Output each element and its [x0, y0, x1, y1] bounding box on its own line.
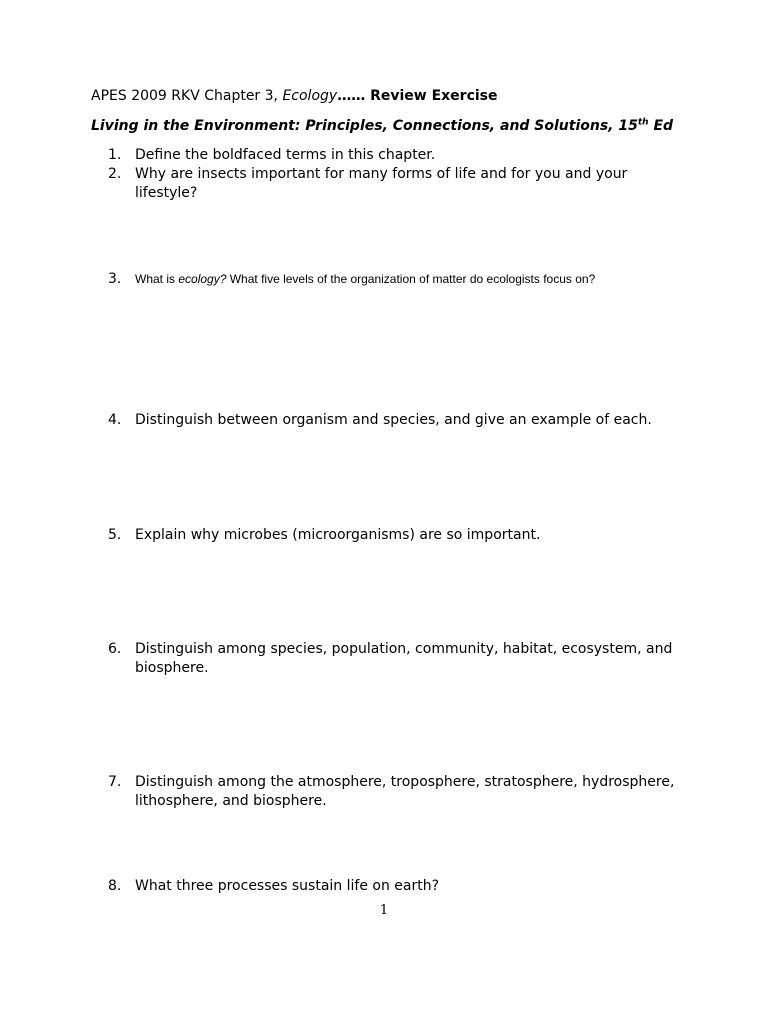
question-number: 2. — [108, 166, 122, 182]
question-6 — [108, 640, 688, 678]
question-8 — [108, 877, 688, 896]
question-number: 1. — [108, 147, 122, 163]
question-number: 5. — [108, 527, 122, 543]
question-4 — [108, 411, 688, 430]
subtitle-superscript: th — [637, 117, 649, 128]
document-subtitle — [91, 118, 673, 134]
question-text-a: What is — [135, 272, 179, 286]
subtitle-end: Ed — [648, 118, 674, 134]
question-text — [135, 270, 688, 289]
page-number: 1 — [379, 903, 389, 918]
question-text: Distinguish among species, population, community, habitat, ecosystem, and biosphere. — [135, 641, 673, 676]
question-text-italic: ecology? — [178, 272, 227, 286]
question-text-b: What five levels of the organization of matter do ecologists focus on? — [226, 272, 596, 286]
question-text: Explain why microbes (microorganisms) are so important. — [135, 527, 541, 543]
question-number: 6. — [108, 641, 122, 657]
title-prefix: APES 2009 RKV Chapter 3, — [91, 88, 283, 104]
question-number: 3. — [108, 271, 122, 287]
question-text: What three processes sustain life on earth? — [135, 878, 440, 894]
question-text: Distinguish among the atmosphere, troposphere, stratosphere, hydrosphere, lithosphere, and biosphere. — [135, 774, 675, 809]
subtitle-main: Living in the Environment: Principles, Connections, and Solutions, 15 — [91, 118, 638, 134]
question-number: 4. — [108, 412, 122, 428]
question-number: 8. — [108, 878, 122, 894]
question-5 — [108, 526, 688, 545]
title-bold: …… Review Exercise — [337, 88, 498, 104]
question-1 — [108, 146, 688, 165]
question-text: Why are insects important for many forms of life and for you and your lifestyle? — [135, 166, 628, 201]
question-text: Distinguish between organism and species, and give an example of each. — [135, 412, 652, 428]
document-title — [91, 88, 498, 104]
question-3 — [108, 270, 688, 289]
question-2 — [108, 165, 688, 203]
title-italic: Ecology — [282, 88, 338, 104]
question-text: Define the boldfaced terms in this chapter. — [135, 147, 436, 163]
question-number: 7. — [108, 774, 122, 790]
question-7 — [108, 773, 688, 811]
